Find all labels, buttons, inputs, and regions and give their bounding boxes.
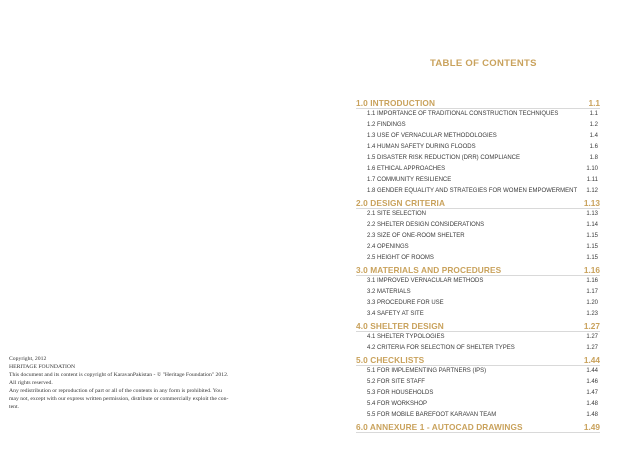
toc-item-title: 1.8 GENDER EQUALITY AND STRATEGIES FOR WOMEN EMPOWERMENT	[367, 188, 578, 194]
toc-section-title: 2.0 DESIGN CRITERIA	[356, 198, 446, 208]
copyright-line: Copyright, 2012	[9, 356, 47, 362]
toc-section-row	[356, 198, 600, 209]
toc-item-title: 2.4 OPENINGS	[367, 244, 409, 250]
toc-item-row	[356, 366, 600, 377]
toc-item-row	[356, 120, 600, 131]
toc-item-page: 1.44	[586, 368, 598, 374]
copyright-line: Any redistribution or reproduction of part or all of the contents in any form is prohibited. You	[9, 388, 222, 394]
toc-section-page: 1.27	[583, 321, 600, 331]
toc-section-page: 1.16	[583, 265, 600, 275]
toc-section-title: 6.0 ANNEXURE 1 - AUTOCAD DRAWINGS	[356, 422, 523, 432]
toc-item-row	[356, 388, 600, 399]
toc-item-row	[356, 298, 600, 309]
toc-item-title: 3.4 SAFETY AT SITE	[367, 311, 424, 317]
toc-item-title: 5.3 FOR HOUSEHOLDS	[367, 390, 434, 396]
toc-item-row	[356, 332, 600, 343]
toc-item-page: 1.12	[586, 188, 598, 194]
toc-item-page: 1.15	[586, 233, 598, 239]
toc-section-title: 1.0 INTRODUCTION	[356, 98, 436, 108]
toc-item-row	[356, 242, 600, 253]
toc-item-title: 1.6 ETHICAL APPROACHES	[367, 166, 446, 172]
toc-item-page: 1.13	[586, 211, 598, 217]
toc-item-row	[356, 131, 600, 142]
toc-item-title: 1.7 COMMUNITY RESILIENCE	[367, 177, 452, 183]
toc-item-page: 1.4	[589, 133, 598, 139]
toc-item-page: 1.46	[586, 379, 598, 385]
toc-item-page: 1.48	[586, 401, 598, 407]
toc-item-page: 1.20	[586, 300, 598, 306]
toc-item-page: 1.1	[589, 111, 598, 117]
toc-item-row	[356, 109, 600, 120]
toc-item-title: 2.3 SIZE OF ONE-ROOM SHELTER	[367, 233, 465, 239]
toc-item-page: 1.14	[586, 222, 598, 228]
toc-section-title: 5.0 CHECKLISTS	[356, 355, 425, 365]
toc-item-row	[356, 410, 600, 421]
toc-section-page: 1.49	[583, 422, 600, 432]
toc-item-page: 1.11	[586, 177, 598, 183]
toc-item-row	[356, 287, 600, 298]
toc-section-row	[356, 98, 600, 109]
toc-item-title: 1.5 DISASTER RISK REDUCTION (DRR) COMPLIANCE	[367, 155, 521, 161]
toc-item-page: 1.23	[586, 311, 598, 317]
toc-item-title: 3.2 MATERIALS	[367, 289, 411, 295]
toc-item-title: 1.2 FINDINGS	[367, 122, 406, 128]
copyright-line: may not, except with our express written permission, distribute or commercially exploit the con-	[9, 396, 229, 402]
toc-item-title: 2.2 SHELTER DESIGN CONSIDERATIONS	[367, 222, 485, 228]
toc-item-title: 3.1 IMPROVED VERNACULAR METHODS	[367, 278, 484, 284]
toc-item-title: 2.1 SITE SELECTION	[367, 211, 427, 217]
toc-item-title: 3.3 PROCEDURE FOR USE	[367, 300, 444, 306]
toc-title: TABLE OF CONTENTS	[430, 58, 537, 69]
toc-item-title: 5.4 FOR WORKSHOP	[367, 401, 428, 407]
toc-item-row	[356, 399, 600, 410]
toc-item-title: 1.3 USE OF VERNACULAR METHODOLOGIES	[367, 133, 497, 139]
toc-item-page: 1.47	[586, 390, 598, 396]
toc-section-title: 3.0 MATERIALS AND PROCEDURES	[356, 265, 502, 275]
toc-item-title: 2.5 HEIGHT OF ROOMS	[367, 255, 434, 261]
copyright-line: HERITAGE FOUNDATION	[9, 364, 76, 370]
toc-item-row	[356, 343, 600, 354]
toc-item-row	[356, 231, 600, 242]
toc-item-page: 1.16	[586, 278, 598, 284]
toc-item-row	[356, 220, 600, 231]
toc-item-page: 1.6	[589, 144, 598, 150]
toc-item-page: 1.15	[586, 255, 598, 261]
toc-item-page: 1.8	[589, 155, 598, 161]
copyright-notice	[9, 355, 279, 411]
toc-section-page: 1.44	[583, 355, 600, 365]
toc-item-title: 1.4 HUMAN SAFETY DURING FLOODS	[367, 144, 476, 150]
toc-item-row	[356, 309, 600, 320]
toc-item-title: 1.1 IMPORTANCE OF TRADITIONAL CONSTRUCTION TECHNIQUES	[367, 111, 559, 117]
toc-item-page: 1.15	[586, 244, 598, 250]
toc-item-title: 5.1 FOR IMPLEMENTING PARTNERS (IPS)	[367, 368, 487, 374]
toc-item-row	[356, 377, 600, 388]
toc-item-title: 5.5 FOR MOBILE BAREFOOT KARAVAN TEAM	[367, 412, 497, 418]
toc-section-row	[356, 355, 600, 366]
toc-item-page: 1.27	[586, 334, 598, 340]
toc-item-title: 4.2 CRITERIA FOR SELECTION OF SHELTER TYPES	[367, 345, 515, 351]
toc-item-page: 1.17	[586, 289, 598, 295]
table-of-contents	[356, 97, 600, 433]
toc-item-row	[356, 209, 600, 220]
toc-item-page: 1.48	[586, 412, 598, 418]
toc-section-page: 1.13	[583, 198, 600, 208]
toc-item-title: 4.1 SHELTER TYPOLOGIES	[367, 334, 445, 340]
toc-item-row	[356, 142, 600, 153]
toc-item-row	[356, 175, 600, 186]
toc-section-row	[356, 422, 600, 433]
toc-item-row	[356, 153, 600, 164]
toc-item-row	[356, 164, 600, 175]
toc-item-row	[356, 186, 600, 197]
copyright-line: All rights reserved.	[9, 380, 53, 386]
toc-section-title: 4.0 SHELTER DESIGN	[356, 321, 444, 331]
toc-section-page: 1.1	[588, 98, 600, 108]
toc-section-row	[356, 321, 600, 332]
toc-item-title: 5.2 FOR SITE STAFF	[367, 379, 425, 385]
toc-item-row	[356, 253, 600, 264]
toc-item-page: 1.27	[586, 345, 598, 351]
toc-section-row	[356, 265, 600, 276]
toc-item-page: 1.10	[586, 166, 598, 172]
copyright-line: This document and its content is copyright of KaravanPakistan - © "Heritage Foundation" 2012.	[9, 372, 229, 378]
toc-item-page: 1.2	[589, 122, 598, 128]
toc-item-row	[356, 276, 600, 287]
copyright-line: tent.	[9, 404, 19, 410]
